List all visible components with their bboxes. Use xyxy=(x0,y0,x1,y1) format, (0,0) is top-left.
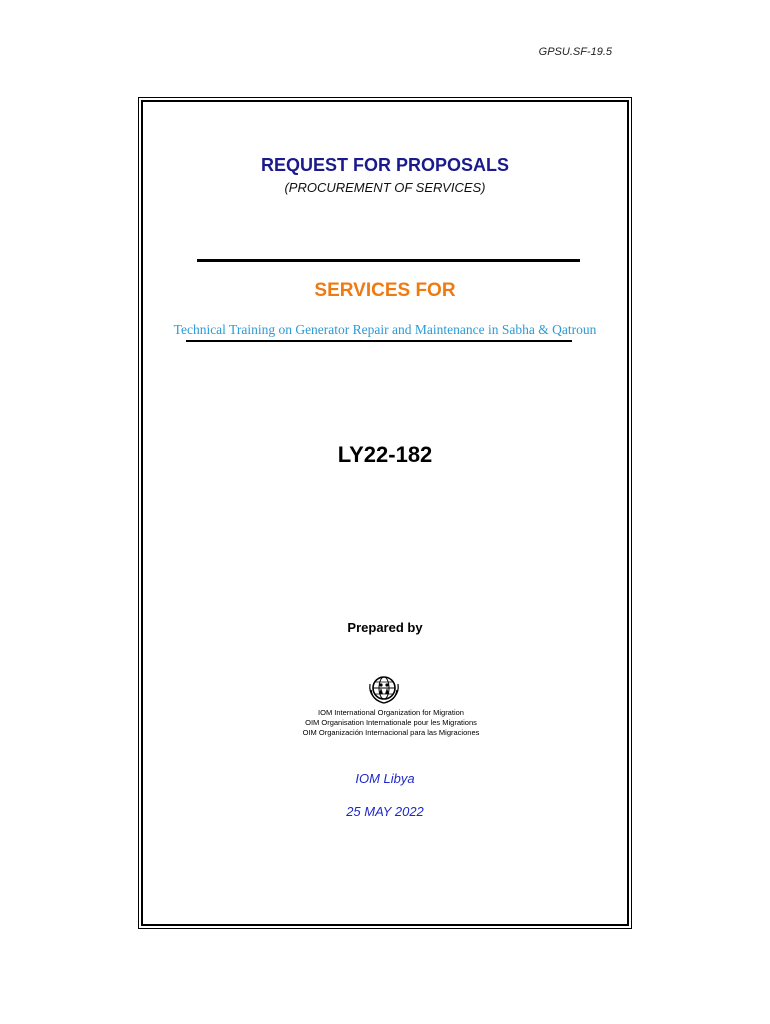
iom-logo-icon xyxy=(366,670,402,706)
reference-number: LY22-182 xyxy=(337,442,433,467)
iom-logo-text xyxy=(0,708,770,738)
organization-name: IOM Libya xyxy=(355,771,415,786)
divider-bottom xyxy=(186,340,572,342)
prepared-by-label: Prepared by xyxy=(347,620,423,635)
page-subtitle: (PROCUREMENT OF SERVICES) xyxy=(284,180,486,195)
training-title: Technical Training on Generator Repair and Maintenance in Sabha & Qatroun xyxy=(173,322,597,337)
document-date: 25 MAY 2022 xyxy=(346,804,424,819)
logo-line-en: IOM International Organization for Migration xyxy=(318,708,464,717)
logo-line-fr: OIM Organisation Internationale pour les Migrations xyxy=(305,718,477,727)
services-heading: SERVICES FOR xyxy=(314,280,456,301)
page-title: REQUEST FOR PROPOSALS xyxy=(260,155,510,175)
document-code: GPSU.SF-19.5 xyxy=(538,46,612,58)
cover-frame-inner xyxy=(141,100,629,926)
logo-line-es: OIM Organización Internacional para las Migraciones xyxy=(302,728,480,737)
divider-top xyxy=(197,259,580,262)
